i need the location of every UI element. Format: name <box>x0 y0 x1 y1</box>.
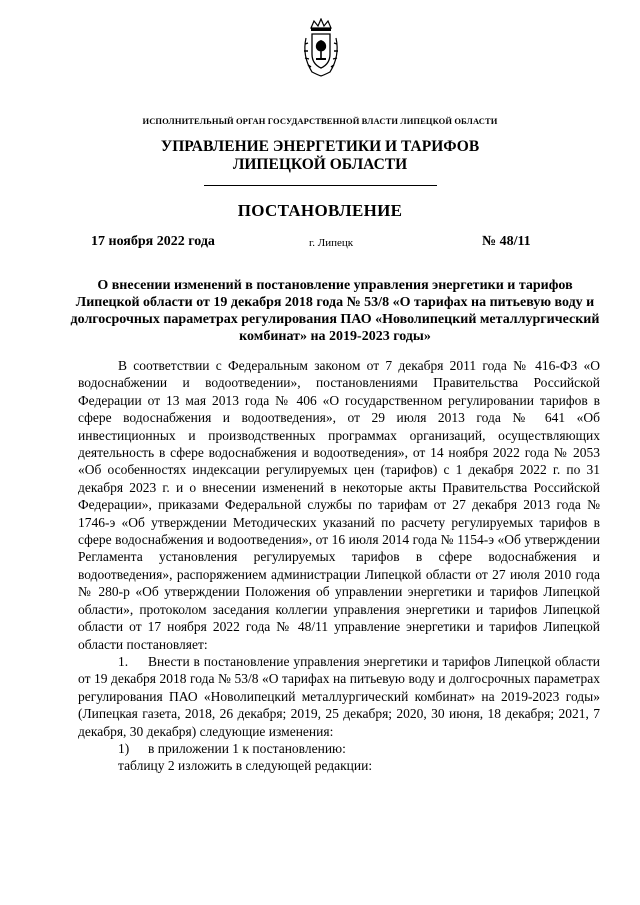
item-1 <box>78 653 600 740</box>
department-name-line-2: ЛИПЕЦКОЙ ОБЛАСТИ <box>232 156 408 173</box>
item-1-number: 1. <box>118 653 129 669</box>
document-body <box>78 357 600 775</box>
item-1-text: Внести в постановление управления энергетики и тарифов Липецкой области от 19 декабря 2018 года № 53/8 «О тарифах на питьевую воду и долгосрочных параметрах регулирования ПАО «Новолипецкий металлургический комбинат» на 2019-2023 годы» (Липецкая газета, 2018, 26 декабря; 2019, 25 декабря; 2020, 30 июня, 18 декабря; 2021, 7 декабря, 30 декабря) следующие изменения: <box>78 653 600 739</box>
lipetsk-coat-of-arms-icon <box>300 18 342 78</box>
document-date: 17 ноября 2022 года <box>91 234 215 249</box>
preamble-paragraph: В соответствии с Федеральным законом от 7 декабря 2011 года № 416-ФЗ «О водоснабжении и водоотведении», постановлениями Правительства Российской Федерации от 13 мая 2013 года № 406 «О государственном регулировании тарифов в сфере водоснабжения и водоотведения», от 29 июля 2013 года № 641 «Об инвестиционных и производственных программах организаций, осуществляющих деятельность в сфере водоснабжения и водоотведения», от 14 ноября 2022 года № 2053 «Об особенностях индексации регулируемых цен (тарифов) с 1 декабря 2022 г. по 31 декабря 2023 г. и о внесении изменений в некоторые акты Правительства Российской Федерации», приказами Федеральной службы по тарифам от 27 декабря 2013 года № 1746-э «Об утверждении Методических указаний по расчету регулируемых тарифов в сфере водоснабжения и водоотведения», от 16 июля 2014 года № 1154-э «Об утверждении Регламента установления регулируемых тарифов в сфере водоснабжения и водоотведения», распоряжением администрации Липецкой области от 27 июля 2010 года № 280-р «Об утверждении Положения об управлении энергетики и тарифов Липецкой области», протоколом заседания коллегии управления энергетики и тарифов Липецкой области от 17 ноября 2022 года № 48/11 управление энергетики и тарифов Липецкой области постановляет: <box>78 358 600 652</box>
document-number: № 48/11 <box>482 234 531 249</box>
issuing-authority: ИСПОЛНИТЕЛЬНЫЙ ОРГАН ГОСУДАРСТВЕННОЙ ВЛАСТИ ЛИПЕЦКОЙ ОБЛАСТИ <box>142 116 498 126</box>
header-divider <box>204 185 437 186</box>
instruction-line: таблицу 2 изложить в следующей редакции: <box>118 758 373 774</box>
subitem-1-text: в приложении 1 к постановлению: <box>148 740 346 756</box>
department-name-line-1: УПРАВЛЕНИЕ ЭНЕРГЕТИКИ И ТАРИФОВ <box>160 138 480 155</box>
subitem-1-number: 1) <box>118 740 130 756</box>
department-name <box>0 138 640 174</box>
document-title: О внесении изменений в постановление управления энергетики и тарифов Липецкой области от 19 декабря 2018 года № 53/8 «О тарифах на питьевую воду и долгосрочных параметрах регулирования ПАО «Новолипецкий металлургический комбинат» на 2019-2023 годы» <box>70 278 600 344</box>
document-type: ПОСТАНОВЛЕНИЕ <box>237 201 403 220</box>
subitem-1 <box>78 740 600 757</box>
document-place: г. Липецк <box>309 237 354 249</box>
